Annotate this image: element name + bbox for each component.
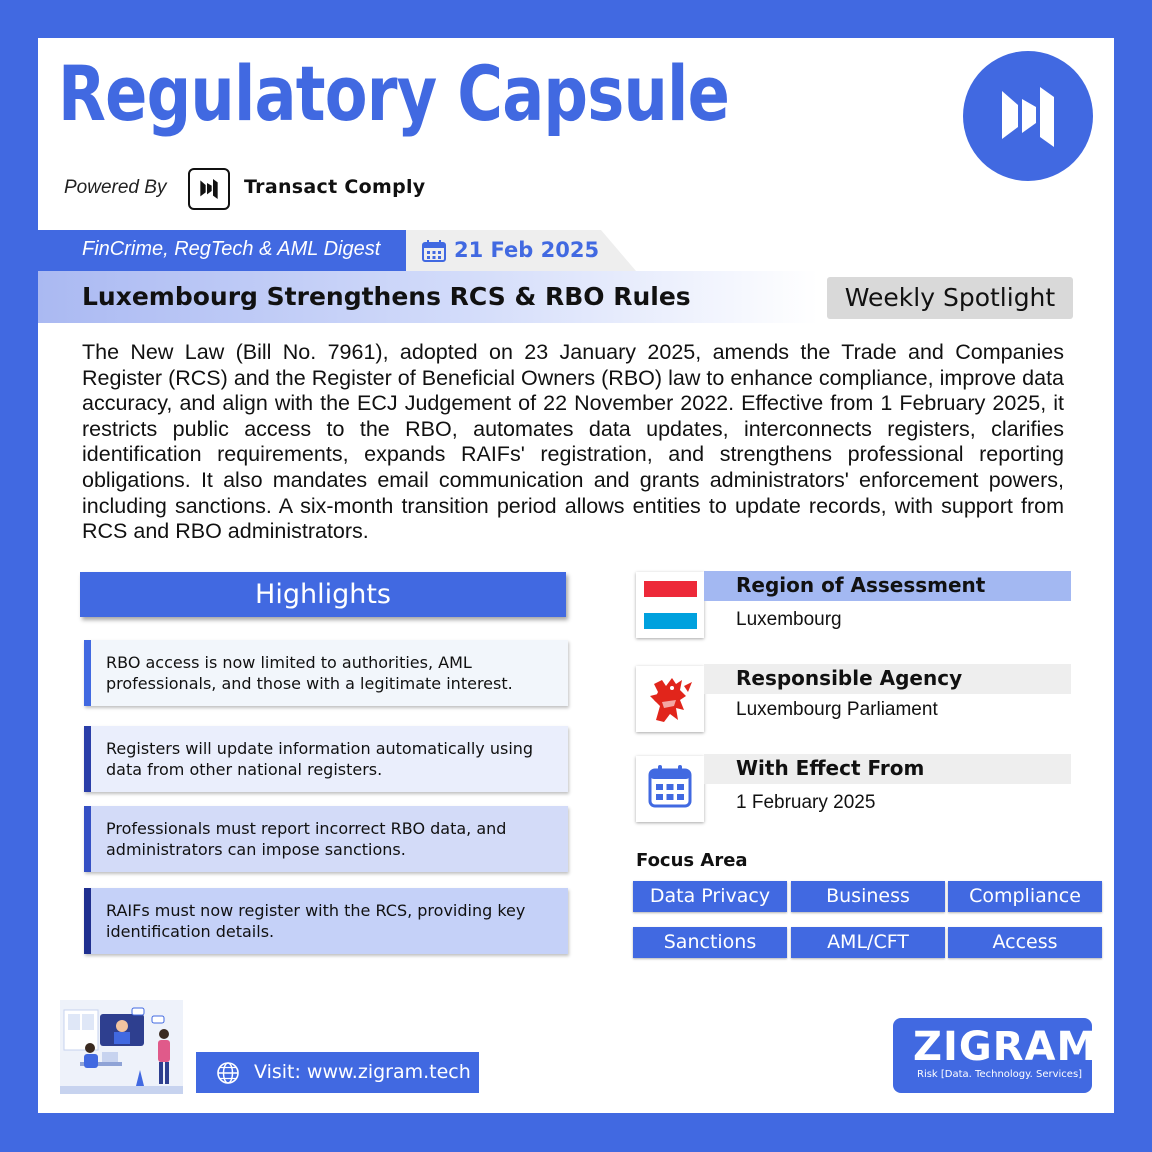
digest-date: 21 Feb 2025 — [454, 238, 600, 262]
calendar-icon — [636, 756, 704, 822]
region-value: Luxembourg — [736, 609, 842, 630]
calendar-icon — [422, 240, 446, 262]
highlights-title: Highlights — [80, 572, 566, 617]
headline: Luxembourg Strengthens RCS & RBO Rules — [82, 282, 691, 311]
visit-label: Visit: www.zigram.tech — [254, 1061, 471, 1083]
partner-name: Transact Comply — [244, 176, 426, 198]
zigram-tagline: Risk [Data. Technology. Services] — [917, 1069, 1083, 1080]
highlight-item: Registers will update information automatically using data from other national registers. — [84, 726, 568, 792]
visit-website-link[interactable] — [196, 1052, 479, 1093]
capsule-card — [38, 38, 1114, 1113]
article-body: The New Law (Bill No. 7961), adopted on 23 January 2025, amends the Trade and Companies Register (RCS) and the Register of Beneficial Owners (RBO) law to enhance compliance, improve data accuracy, and align with the ECJ Judgement of 22 November 2022. Effective from 1 February 2025, it restricts public access to the RBO, automates data updates, interconnects registers, clarifies identification requirements, expands RAIFs' registration, and strengthens professional reporting obligations. It also mandates email communication and grants administrators' enforcement powers, including sanctions. A six-month transition period allows entities to update records, with support from RCS and RBO administrators. — [82, 340, 1064, 544]
brand-logo — [963, 51, 1093, 181]
focus-tag: AML/CFT — [791, 927, 945, 958]
office-illustration — [60, 1000, 183, 1094]
region-label: Region of Assessment — [736, 573, 986, 597]
highlight-item: RAIFs must now register with the RCS, providing key identification details. — [84, 888, 568, 954]
powered-by-label: Powered By — [64, 177, 167, 198]
zigram-logo — [893, 1018, 1098, 1093]
highlight-item: Professionals must report incorrect RBO data, and administrators can impose sanctions. — [84, 806, 568, 872]
agency-value: Luxembourg Parliament — [736, 699, 938, 720]
red-lion-icon — [636, 666, 704, 732]
digest-label: FinCrime, RegTech & AML Digest — [82, 238, 381, 260]
highlight-item: RBO access is now limited to authorities, AML professionals, and those with a legitimate interest. — [84, 640, 568, 706]
focus-tag: Data Privacy — [633, 881, 787, 912]
focus-area-title: Focus Area — [636, 850, 748, 871]
luxembourg-flag-icon — [636, 572, 704, 638]
page-title: Regulatory Capsule — [58, 49, 730, 138]
agency-label: Responsible Agency — [736, 666, 963, 690]
transact-comply-icon — [188, 168, 230, 210]
focus-tag: Business — [791, 881, 945, 912]
zigram-name: ZIGRAM — [913, 1024, 1098, 1070]
effective-label: With Effect From — [736, 756, 925, 780]
globe-icon — [216, 1061, 240, 1085]
weekly-spotlight-badge: Weekly Spotlight — [827, 277, 1073, 319]
focus-tag: Sanctions — [633, 927, 787, 958]
focus-tag: Compliance — [948, 881, 1102, 912]
focus-tag: Access — [948, 927, 1102, 958]
transact-comply-logo-icon — [996, 81, 1060, 153]
effective-value: 1 February 2025 — [736, 792, 876, 813]
